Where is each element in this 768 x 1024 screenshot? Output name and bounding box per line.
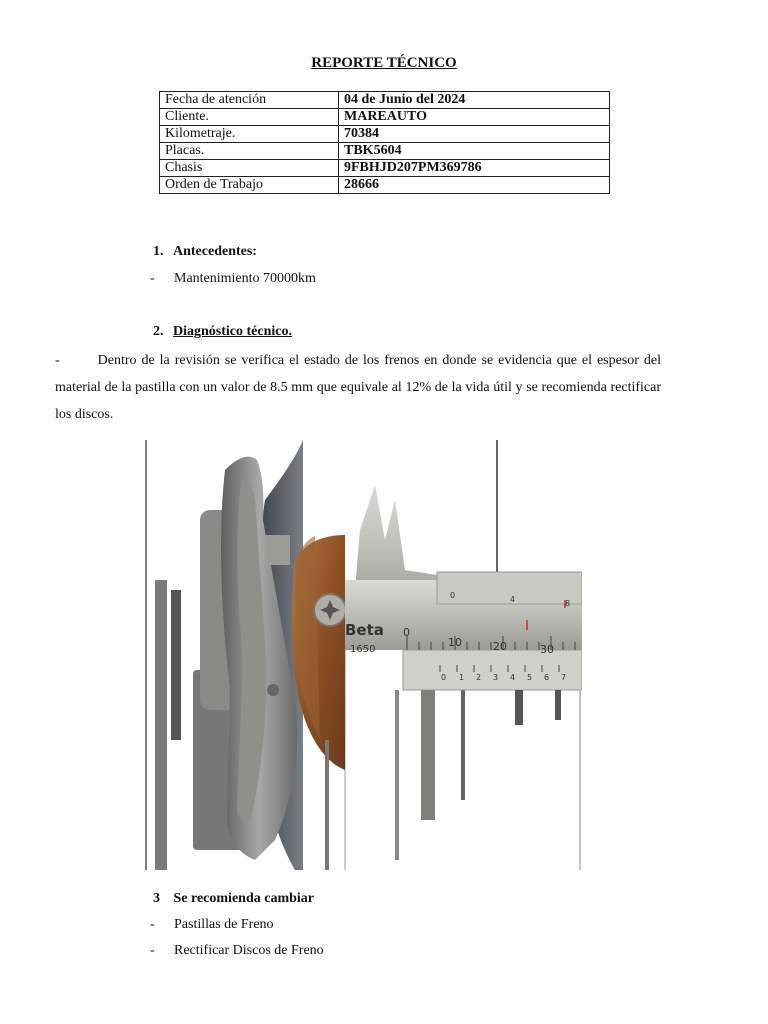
info-label: Kilometraje. xyxy=(160,126,339,143)
table-row xyxy=(160,177,610,194)
info-value: TBK5604 xyxy=(339,143,610,160)
info-label: Chasis xyxy=(160,160,339,177)
vernier-number: 7 xyxy=(561,673,567,682)
table-row xyxy=(160,160,610,177)
vernier-number: 3 xyxy=(493,673,499,682)
bullet-marker: - xyxy=(150,943,155,958)
report-info-table xyxy=(159,91,610,194)
section-number: 2. xyxy=(153,324,164,339)
section-title: Antecedentes: xyxy=(173,244,257,259)
section-number: 3 xyxy=(153,891,160,906)
diagnosis-text: Dentro de la revisión se verifica el estado de los frenos en donde se evidencia que el espesor del material de la pastilla con un valor de 8.5 mm que equivale al 12% de la vida útil y se recomienda rectificar los discos. xyxy=(55,353,661,422)
info-value: 04 de Junio del 2024 xyxy=(339,92,610,109)
vernier-number: 1 xyxy=(459,673,465,682)
report-title: REPORTE TÉCNICO xyxy=(311,55,457,71)
section-number: 1. xyxy=(153,244,164,259)
vernier-number: 0 xyxy=(441,673,447,682)
table-row xyxy=(160,143,610,160)
table-row xyxy=(160,92,610,109)
list-item: Mantenimiento 70000km xyxy=(174,271,316,286)
diagnosis-paragraph xyxy=(55,347,661,428)
table-row xyxy=(160,126,610,143)
list-item: Pastillas de Freno xyxy=(174,917,274,932)
bullet-marker: - xyxy=(150,917,155,932)
list-item: Rectificar Discos de Freno xyxy=(174,943,324,958)
bullet-marker: - xyxy=(150,271,155,286)
vernier-number: 0 xyxy=(450,591,456,600)
vernier-number: 4 xyxy=(510,595,516,604)
vernier-number: 2 xyxy=(476,673,482,682)
info-value: 9FBHJD207PM369786 xyxy=(339,160,610,177)
vernier-number: 4 xyxy=(510,673,516,682)
info-value: MAREAUTO xyxy=(339,109,610,126)
section-title: Diagnóstico técnico. xyxy=(173,324,292,339)
info-label: Placas. xyxy=(160,143,339,160)
info-label: Fecha de atención xyxy=(160,92,339,109)
vernier-number: 8 xyxy=(565,599,571,608)
scale-number: 20 xyxy=(493,640,507,653)
bullet-marker: - xyxy=(55,353,60,368)
section-3-heading xyxy=(153,891,314,907)
scale-number: 10 xyxy=(448,636,462,649)
info-value: 28666 xyxy=(339,177,610,194)
section-2-heading xyxy=(153,324,292,340)
info-label: Orden de Trabajo xyxy=(160,177,339,194)
caliper-model: 1650 xyxy=(350,644,376,655)
info-label: Cliente. xyxy=(160,109,339,126)
section-1-heading xyxy=(153,244,257,260)
section-title: Se recomienda cambiar xyxy=(173,891,314,906)
caliper-brand: Beta xyxy=(345,621,384,639)
brake-pad-measurement-photo xyxy=(145,440,582,870)
vernier-number: 5 xyxy=(527,673,533,682)
vernier-number: 6 xyxy=(544,673,550,682)
table-row xyxy=(160,109,610,126)
scale-number: 0 xyxy=(403,626,410,639)
info-value: 70384 xyxy=(339,126,610,143)
scale-number: 30 xyxy=(540,643,554,656)
